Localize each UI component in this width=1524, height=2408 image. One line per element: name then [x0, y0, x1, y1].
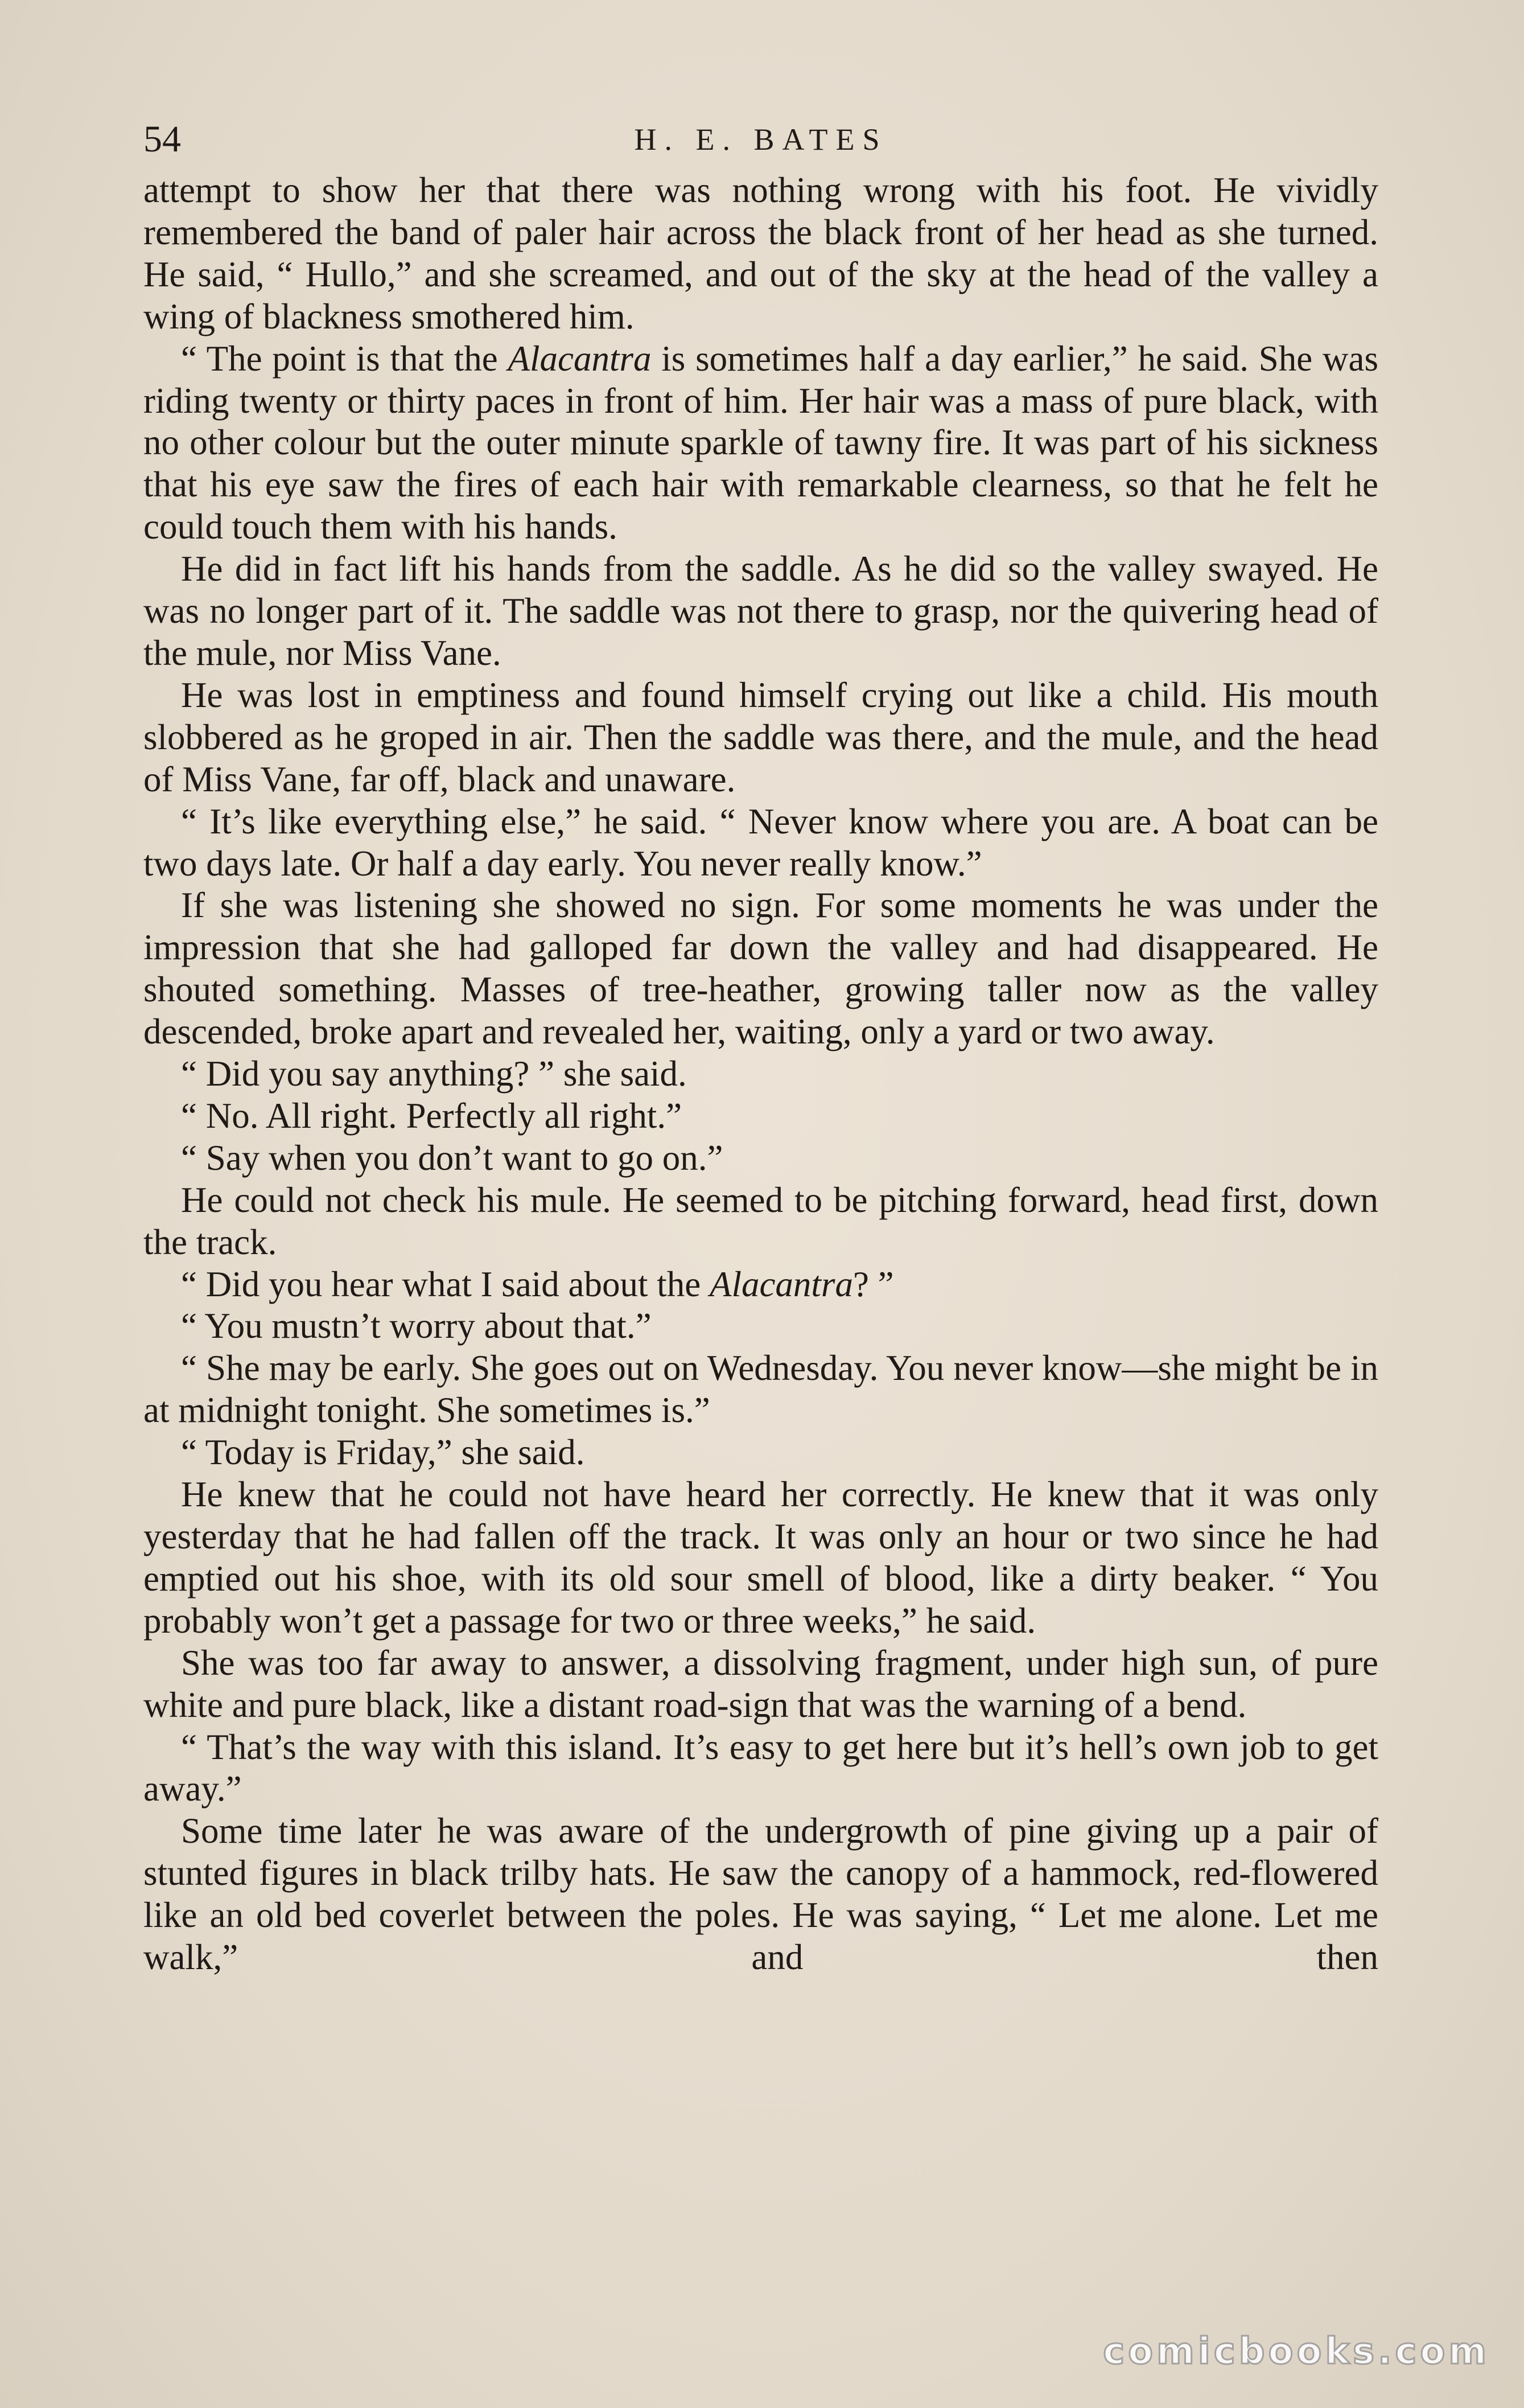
paragraph	[143, 675, 1378, 801]
text-run: attempt to show her that there was nothing wrong with his foot. He vividly remembered the band of paler hair across the black front of her head as she turned. He said, “ Hullo,” and she screamed, and out of the sky at the head of the valley a wing of blackness smothered him.	[143, 170, 1378, 336]
paragraph	[143, 1432, 1378, 1474]
text-run: “ It’s like everything else,” he said. “ Never know where you are. A boat can be two days late. Or half a day early. You never really know.”	[143, 801, 1378, 884]
paragraph	[143, 1727, 1378, 1811]
text-run: “ Did you hear what I said about the	[181, 1264, 710, 1304]
paragraph	[143, 170, 1378, 338]
text-run: He did in fact lift his hands from the saddle. As he did so the valley swayed. He was no longer part of it. The saddle was not there to grasp, nor the quivering head of the mule, nor Miss Vane.	[143, 549, 1378, 673]
paragraph	[143, 801, 1378, 885]
paragraph	[143, 1137, 1378, 1180]
page-header	[143, 114, 1378, 165]
paragraph	[143, 1347, 1378, 1432]
text-run: He was lost in emptiness and found himself crying out like a child. His mouth slobbered as he groped in air. Then the saddle was there, and the mule, and the head of Miss Vane, far off, black and unaware.	[143, 675, 1378, 799]
paragraph	[143, 1810, 1378, 1979]
text-run: Some time later he was aware of the undergrowth of pine giving up a pair of stunted figures in black trilby hats. He saw the canopy of a hammock, red-flowered like an old bed coverlet between the poles. He was saying, “ Let me alone. Let me walk,” and then	[143, 1811, 1378, 1978]
text-run: ? ”	[852, 1264, 894, 1304]
text-run: “ No. All right. Perfectly all right.”	[181, 1095, 682, 1136]
text-run: “ That’s the way with this island. It’s easy to get here but it’s hell’s own job to get away.”	[143, 1727, 1378, 1809]
text-run: “ She may be early. She goes out on Wednesday. You never know—she might be in at midnight tonight. She sometimes is.”	[143, 1348, 1378, 1431]
paragraph	[143, 338, 1378, 549]
text-run: He could not check his mule. He seemed to be pitching forward, head first, down the track.	[143, 1180, 1378, 1262]
paragraph	[143, 1642, 1378, 1727]
italic-title: Alacantra	[508, 338, 652, 379]
running-head: H. E. BATES	[634, 122, 888, 157]
paragraph	[143, 1095, 1378, 1137]
body-text	[143, 170, 1378, 1979]
paragraph	[143, 1264, 1378, 1306]
text-run: “ Did you say anything? ” she said.	[181, 1054, 687, 1094]
text-run: She was too far away to answer, a dissolving fragment, under high sun, of pure white and pure black, like a distant road-sign that was the warning of a bend.	[143, 1642, 1378, 1725]
paragraph	[143, 1180, 1378, 1264]
text-run: If she was listening she showed no sign. For some moments he was under the impression that she had galloped far down the valley and had disappeared. He shouted something. Masses of tree-heather, growing taller now as the valley descended, broke apart and revealed her, waiting, only a yard or two away.	[143, 885, 1378, 1052]
paragraph	[143, 1305, 1378, 1347]
text-run: “ The point is that the	[181, 338, 508, 379]
paragraph	[143, 885, 1378, 1053]
text-run: “ Today is Friday,” she said.	[181, 1432, 585, 1473]
italic-title: Alacantra	[709, 1264, 853, 1304]
text-run: “ Say when you don’t want to go on.”	[181, 1137, 723, 1178]
text-run: He knew that he could not have heard her correctly. He knew that it was only yesterday that he had fallen off the track. It was only an hour or two since he had emptied out his shoe, with its old sour smell of blood, like a dirty beaker. “ You probably won’t get a passage for two or three weeks,” he said.	[143, 1474, 1378, 1641]
page-number: 54	[143, 118, 181, 160]
text-run: is sometimes half a day earlier,” he said. She was riding twenty or thirty paces in front of him. Her hair was a mass of pure black, with no other colour but the outer minute sparkle of tawny fire. It was part of his sickness that his eye saw the fires of each hair with remarkable clearness, so that he felt he could touch them with his hands.	[143, 338, 1379, 547]
watermark: comicbooks.com	[1103, 2331, 1490, 2373]
paragraph	[143, 1053, 1378, 1095]
paragraph	[143, 548, 1378, 675]
paragraph	[143, 1474, 1378, 1642]
text-run: “ You mustn’t worry about that.”	[181, 1306, 652, 1346]
